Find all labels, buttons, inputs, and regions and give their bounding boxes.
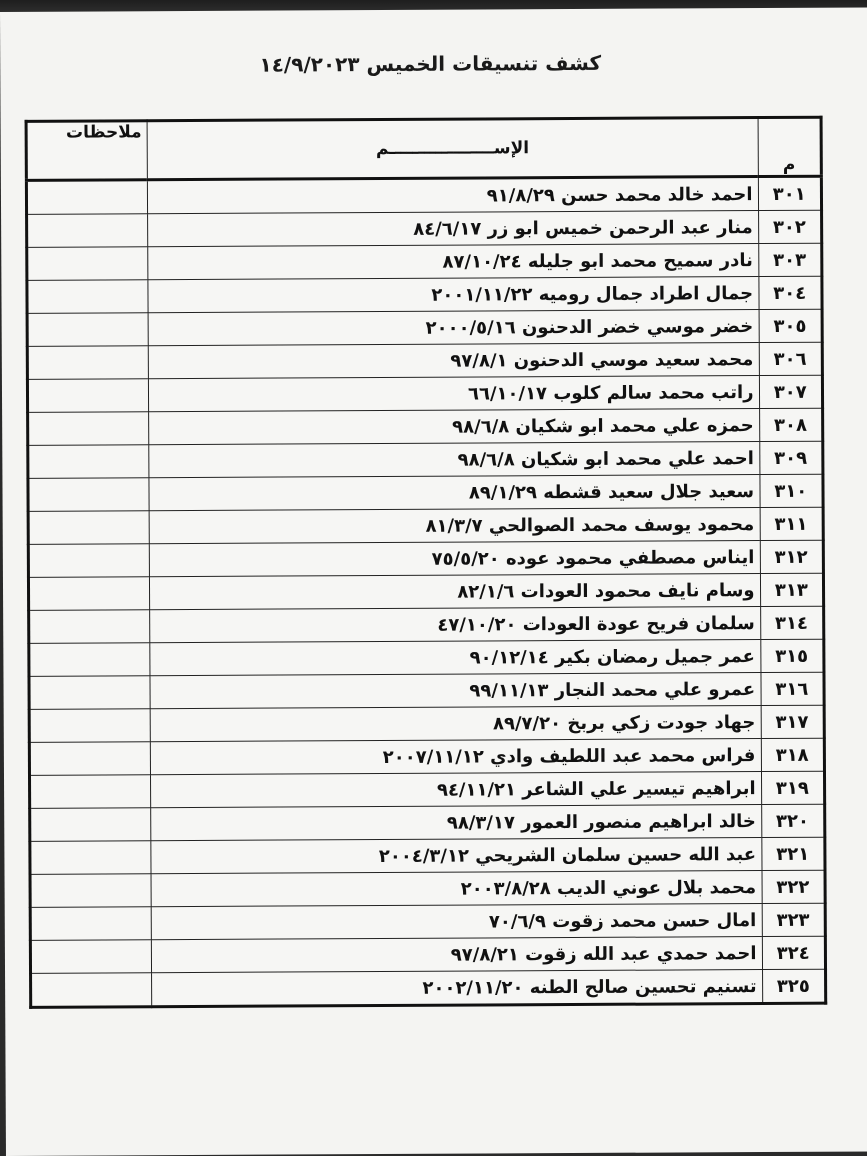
table-row [26, 176, 821, 214]
header-number: م [758, 117, 822, 176]
row-number: ٣٢٠ [761, 804, 825, 837]
row-notes [29, 643, 150, 677]
table-row [31, 969, 826, 1007]
table-row [29, 771, 824, 808]
row-number: ٣١٨ [761, 738, 825, 771]
table-row [29, 606, 824, 643]
row-name: محمد سعيد موسي الدحنون ٩٧/٨/١ [148, 343, 759, 379]
table-row [29, 738, 824, 775]
row-notes [26, 180, 147, 215]
row-name: ايناس مصطفي محمود عوده ٧٥/٥/٢٠ [149, 541, 760, 577]
row-number: ٣٠٥ [759, 309, 823, 342]
row-notes [29, 709, 150, 743]
row-number: ٣٠٤ [758, 276, 822, 309]
row-name: منار عبد الرحمن خميس ابو زر ٨٤/٦/١٧ [148, 211, 759, 247]
row-name: عمر جميل رمضان بكير ٩٠/١٢/١٤ [150, 640, 761, 676]
row-notes [29, 676, 150, 710]
row-notes [30, 808, 151, 842]
table-row [27, 309, 822, 346]
row-notes [28, 511, 149, 545]
row-number: ٣١٣ [760, 573, 824, 606]
row-name: حمزه علي محمد ابو شكيان ٩٨/٦/٨ [149, 409, 760, 445]
row-name: امال حسن محمد زقوت ٧٠/٦/٩ [151, 904, 762, 940]
row-notes [29, 775, 150, 809]
table-row [28, 441, 823, 478]
row-notes [28, 478, 149, 512]
row-notes [30, 874, 151, 908]
row-notes [27, 214, 148, 248]
row-notes [28, 445, 149, 479]
table-row [27, 276, 822, 313]
table-row [30, 936, 825, 973]
table-body [26, 176, 825, 1007]
row-notes [27, 280, 148, 314]
row-name: ابراهيم تيسير علي الشاعر ٩٤/١١/٢١ [151, 772, 762, 808]
row-notes [27, 247, 148, 281]
row-number: ٣٢٥ [762, 969, 826, 1003]
row-number: ٣٠٩ [759, 441, 823, 474]
row-number: ٣٢٣ [762, 903, 826, 936]
table-row [27, 210, 822, 247]
row-name: فراس محمد عبد اللطيف وادي ٢٠٠٧/١١/١٢ [150, 739, 761, 775]
table-row [30, 903, 825, 940]
table-header-row [26, 117, 821, 180]
row-name: جهاد جودت زكي بربخ ٨٩/٧/٢٠ [150, 706, 761, 742]
row-number: ٣٠٦ [759, 342, 823, 375]
row-number: ٣٠٢ [758, 210, 822, 243]
row-notes [28, 577, 149, 611]
row-name: احمد حمدي عبد الله زقوت ٩٧/٨/٢١ [151, 937, 762, 973]
row-name: احمد خالد محمد حسن ٩١/٨/٢٩ [147, 177, 758, 214]
row-number: ٣١٠ [759, 474, 823, 507]
row-number: ٣٠٧ [759, 375, 823, 408]
row-notes [28, 544, 149, 578]
row-number: ٣٢٢ [762, 870, 826, 903]
row-notes [29, 610, 150, 644]
row-name: نادر سميح محمد ابو جليله ٨٧/١٠/٢٤ [148, 244, 759, 280]
row-name: خالد ابراهيم منصور العمور ٩٨/٣/١٧ [151, 805, 762, 841]
row-number: ٣١٤ [760, 606, 824, 639]
row-notes [27, 379, 148, 413]
row-number: ٣١٦ [761, 672, 825, 705]
row-notes [29, 742, 150, 776]
table-row [28, 408, 823, 445]
table-row [27, 342, 822, 379]
table-row [29, 639, 824, 676]
row-name: وسام نايف محمود العودات ٨٢/١/٦ [150, 574, 761, 610]
row-number: ٣١٩ [761, 771, 825, 804]
header-notes: ملاحظات [26, 121, 147, 181]
table-row [28, 474, 823, 511]
row-name: سلمان فريح عودة العودات ٤٧/١٠/٢٠ [150, 607, 761, 643]
header-name: الإســــــــــــــــــم [147, 118, 758, 180]
row-name: خضر موسي خضر الدحنون ٢٠٠٠/٥/١٦ [148, 310, 759, 346]
table-row [30, 837, 825, 874]
row-notes [30, 841, 151, 875]
row-notes [30, 907, 151, 941]
row-notes [30, 940, 151, 974]
row-number: ٣١٥ [760, 639, 824, 672]
table-row [29, 705, 824, 742]
document-title: كشف تنسيقات الخميس ١٤/٩/٢٠٢٣ [259, 50, 602, 77]
row-notes [27, 346, 148, 380]
table-row [29, 672, 824, 709]
row-number: ٣٠٨ [759, 408, 823, 441]
row-number: ٣١١ [760, 507, 824, 540]
row-name: احمد علي محمد ابو شكيان ٩٨/٦/٨ [149, 442, 760, 478]
row-notes [27, 313, 148, 347]
row-name: سعيد جلال سعيد قشطه ٨٩/١/٢٩ [149, 475, 760, 511]
row-name: محمود يوسف محمد الصوالحي ٨١/٣/٧ [149, 508, 760, 544]
row-name: راتب محمد سالم كلوب ٦٦/١٠/١٧ [148, 376, 759, 412]
row-number: ٣٠٣ [758, 243, 822, 276]
table-row [27, 375, 822, 412]
table-row [30, 804, 825, 841]
row-name: محمد بلال عوني الديب ٢٠٠٣/٨/٢٨ [151, 871, 762, 907]
row-number: ٣١٧ [761, 705, 825, 738]
row-number: ٣٢١ [761, 837, 825, 870]
table-row [27, 243, 822, 280]
row-number: ٣٠١ [758, 176, 822, 210]
row-notes [28, 412, 149, 446]
row-number: ٣١٢ [760, 540, 824, 573]
row-name: عمرو علي محمد النجار ٩٩/١١/١٣ [150, 673, 761, 709]
row-name: تسنيم تحسين صالح الطنه ٢٠٠٢/١١/٢٠ [152, 970, 763, 1007]
table-row [28, 540, 823, 577]
table-row [28, 573, 823, 610]
row-number: ٣٢٤ [762, 936, 826, 969]
row-notes [31, 973, 152, 1008]
document-page [0, 7, 867, 1156]
table-row [30, 870, 825, 907]
names-table [25, 116, 828, 1009]
row-name: جمال اطراد جمال روميه ٢٠٠١/١١/٢٢ [148, 277, 759, 313]
table-row [28, 507, 823, 544]
row-name: عبد الله حسين سلمان الشريحي ٢٠٠٤/٣/١٢ [151, 838, 762, 874]
